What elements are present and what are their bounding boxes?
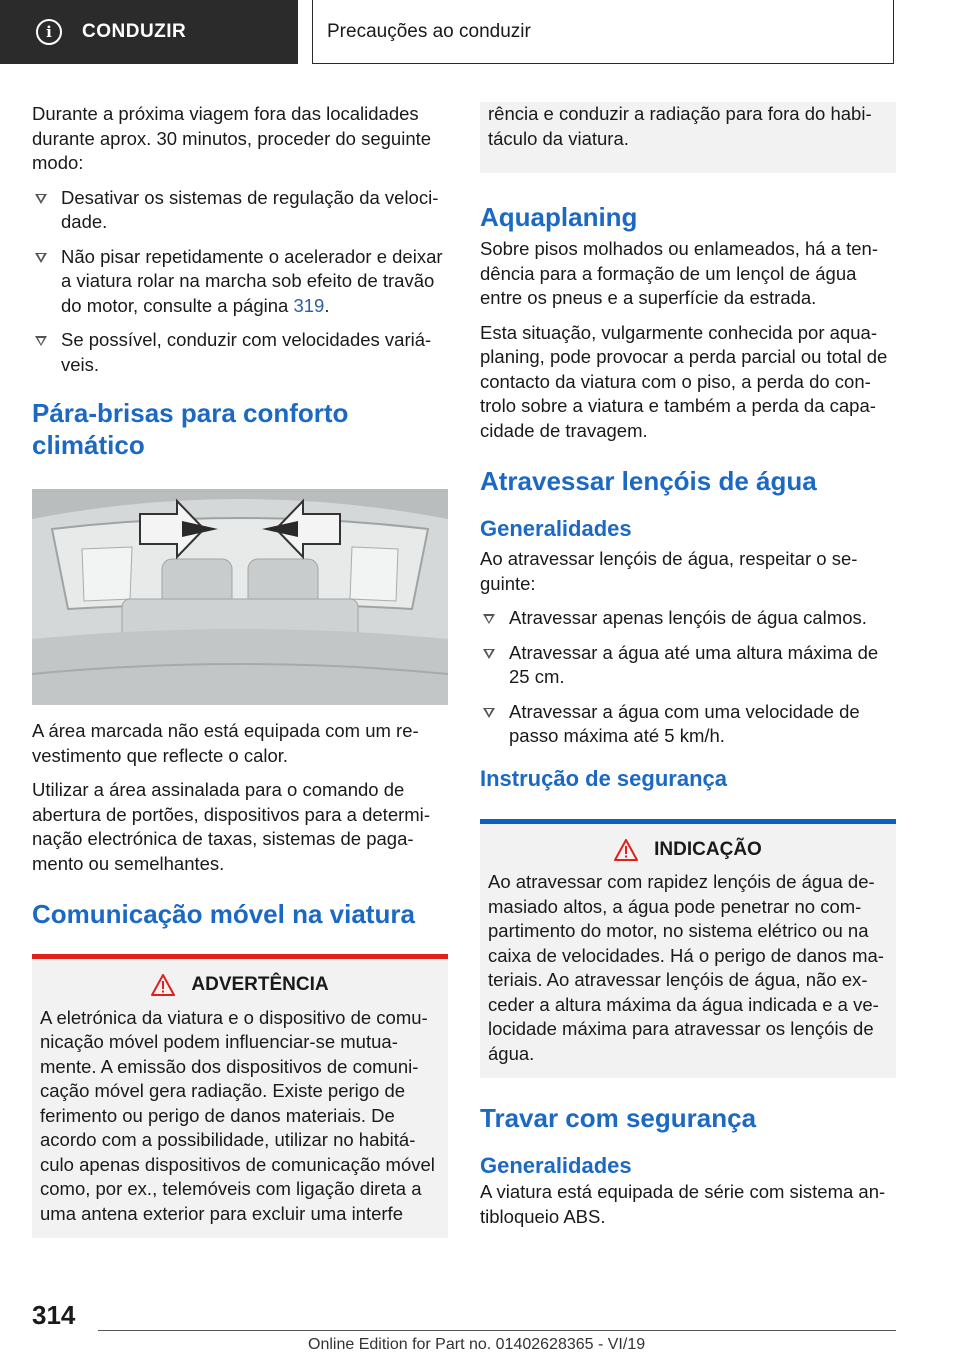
- heading-aquaplaning: Aquaplaning: [480, 202, 638, 232]
- water-intro: Ao atravessar lençóis de água, respeitar o seguinte:: [480, 548, 858, 594]
- footer-divider: [98, 1330, 896, 1331]
- driving-bullets: [32, 186, 448, 378]
- heading-general-2: Generalidades: [480, 1153, 632, 1178]
- brake-paragraph: A viatura está equipada de série com sistema antibloqueio ABS.: [480, 1181, 886, 1227]
- heading-mobile: Comunicação móvel na viatura: [32, 899, 415, 929]
- list-item: Atravessar a água até uma altura máxima de 25 cm.: [480, 641, 896, 690]
- edition-text: Online Edition for Part no. 01402628365 - VI/19: [308, 1336, 646, 1353]
- note-title: INDICAÇÃO: [654, 838, 762, 860]
- intro-paragraph: Durante a próxima viagem fora das localidades durante aprox. 30 minutos, proceder do seguinte modo:: [32, 103, 432, 173]
- section-tab: [0, 0, 298, 64]
- section-label: CONDUZIR: [82, 21, 187, 42]
- water-bullets: [480, 606, 896, 749]
- list-item: Não pisar repetidamente o acelerador e deixar a viatura rolar na marcha sob efeito de travão do motor, consulte a página 319.: [32, 245, 448, 319]
- right-column: [480, 102, 896, 1239]
- windscreen-paragraph-2: Utilizar a área assinalada para o comando de abertura de portões, dispositivos para a determinação electrónica de taxas, sistemas de pagamento ou semelhantes.: [32, 779, 430, 874]
- heading-water: Atravessar lençóis de água: [480, 466, 817, 496]
- heading-windscreen: Pára-brisas para conforto climático: [32, 398, 349, 460]
- warning-title: ADVERTÊNCIA: [191, 974, 329, 995]
- aquaplaning-paragraph-2: Esta situação, vulgarmente conhecida por aquaplaning, pode provocar a perda parcial ou total de contacto da viatura com o piso, a perda do controlo sobre a viatura e também a perda da capacidade de travagem.: [480, 321, 888, 441]
- caution-icon: [614, 839, 638, 861]
- aquaplaning-paragraph-1: Sobre pisos molhados ou enlameados, há a tendência para a formação de um lençol de água entre os pneus e a superfície da estrada.: [480, 238, 879, 308]
- warning-continuation: rência e conduzir a radiação para fora do habitáculo da viatura.: [480, 102, 896, 173]
- warning-box: [32, 954, 448, 1238]
- left-column: [32, 102, 448, 1238]
- warning-text: A eletrónica da viatura e o dispositivo de comunicação móvel podem influenciar-se mutuamente. A emissão dos dispositivos de comunicação móvel gera radiação. Existe perigo de ferimento ou perigo de danos materiais. De acordo com a possibilidade, utilizar no habitáculo apenas dispositivos de comunicação móvel como, por ex., telemóveis com ligação direta a uma antena exterior para excluir uma interfe: [40, 1006, 435, 1224]
- chapter-title: Precauções ao conduzir: [327, 20, 531, 42]
- note-text: Ao atravessar com rapidez lençóis de água demasiado altos, a água pode penetrar no compartimento do motor, no sistema elétrico ou na caixa de velocidades. Há o perigo de danos materiais. Ao atravessar lençóis de água, não exceder a altura máxima da água indicada e a velocidade máxima para atravessar os lençóis de água.: [488, 871, 884, 1064]
- heading-brake: Travar com segurança: [480, 1103, 757, 1133]
- warning-icon: [151, 974, 175, 996]
- list-item: Se possível, conduzir com velocidades variáveis.: [32, 328, 448, 377]
- list-item: Atravessar a água com uma velocidade de passo máxima até 5 km/h.: [480, 700, 896, 749]
- list-item: Atravessar apenas lençóis de água calmos.: [480, 606, 896, 631]
- heading-safety: Instrução de segurança: [480, 765, 727, 791]
- heading-general-1: Generalidades: [480, 516, 632, 541]
- chapter-header: [312, 0, 894, 64]
- windscreen-paragraph-1: A área marcada não está equipada com um revestimento que reflecte o calor.: [32, 720, 419, 766]
- info-icon: i: [36, 19, 62, 45]
- list-item: Desativar os sistemas de regulação da velocidade.: [32, 186, 448, 235]
- note-box: [480, 819, 896, 1079]
- page-link[interactable]: 319: [293, 294, 325, 316]
- windscreen-figure: [32, 489, 448, 705]
- page-number: 314: [32, 1300, 76, 1330]
